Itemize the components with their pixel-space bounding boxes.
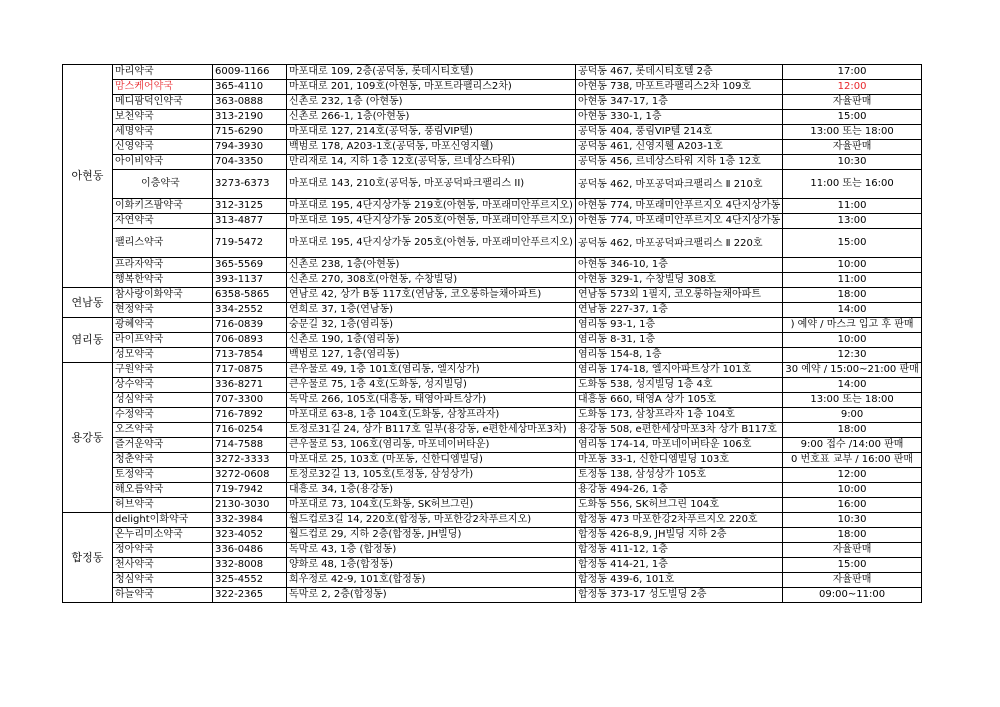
phone-cell: 717-0875: [213, 363, 287, 378]
sale-time-cell: 17:00: [783, 65, 921, 80]
road-address-cell: 마포대로 201, 109호(아현동, 마포트라팰리스2차): [287, 80, 576, 95]
phone-cell: 6009-1166: [213, 65, 287, 80]
phone-cell: 716-0254: [213, 423, 287, 438]
table-row: [63, 258, 922, 273]
lot-address-cell: 염리동 174-18, 엘지아파트상가 101호: [575, 363, 782, 378]
table-row: [63, 498, 922, 513]
table-row: [63, 170, 922, 199]
sale-time-cell: 10:30: [783, 513, 921, 528]
phone-cell: 363-0888: [213, 95, 287, 110]
sale-time-cell: 10:00: [783, 333, 921, 348]
phone-cell: 713-7854: [213, 348, 287, 363]
lot-address-cell: 공덕동 462, 마포공덕파크팰리스 Ⅱ 220호: [575, 229, 782, 258]
table-row: [63, 558, 922, 573]
lot-address-cell: 도화동 538, 성지빌딩 1층 4호: [575, 378, 782, 393]
phone-cell: 365-4110: [213, 80, 287, 95]
dong-cell: 연남동: [63, 288, 113, 318]
table-row: [63, 65, 922, 80]
lot-address-cell: 염리동 8-31, 1층: [575, 333, 782, 348]
table-row: [63, 95, 922, 110]
phone-cell: 313-2190: [213, 110, 287, 125]
lot-address-cell: 대흥동 660, 태영A 상가 105호: [575, 393, 782, 408]
table-row: [63, 333, 922, 348]
pharmacy-name-cell: 즐거운약국: [113, 438, 213, 453]
lot-address-cell: 공덕동 462, 마포공덕파크팰리스 Ⅱ 210호: [575, 170, 782, 199]
road-address-cell: 마포대로 25, 103호 (마포동, 신한디엠빌딩): [287, 453, 576, 468]
table-row: [63, 273, 922, 288]
road-address-cell: 큰우물로 49, 1층 101호(염리동, 엘지상가): [287, 363, 576, 378]
road-address-cell: 마포대로 195, 4단지상가동 205호(아현동, 마포래미안푸르지오): [287, 214, 576, 229]
lot-address-cell: 합정동 473 마포한강2차푸르지오 220호: [575, 513, 782, 528]
phone-cell: 2130-3030: [213, 498, 287, 513]
phone-cell: 715-6290: [213, 125, 287, 140]
road-address-cell: 마포대로 73, 104호(도화동, SK허브그린): [287, 498, 576, 513]
phone-cell: 719-5472: [213, 229, 287, 258]
lot-address-cell: 도화동 556, SK허브그린 104호: [575, 498, 782, 513]
pharmacy-name-cell: 천사약국: [113, 558, 213, 573]
phone-cell: 719-7942: [213, 483, 287, 498]
road-address-cell: 신촌로 190, 1층(염리동): [287, 333, 576, 348]
phone-cell: 312-3125: [213, 199, 287, 214]
lot-address-cell: 합정동 426-8,9, JH빌딩 지하 2층: [575, 528, 782, 543]
pharmacy-name-cell: 라이프약국: [113, 333, 213, 348]
phone-cell: 3272-0608: [213, 468, 287, 483]
phone-cell: 313-4877: [213, 214, 287, 229]
pharmacy-name-cell: 보천약국: [113, 110, 213, 125]
pharmacy-name-cell: 참사랑이화약국: [113, 288, 213, 303]
lot-address-cell: 합정동 411-12, 1층: [575, 543, 782, 558]
pharmacy-name-cell: 하늘약국: [113, 588, 213, 603]
table-row: [63, 573, 922, 588]
dong-cell: 아현동: [63, 65, 113, 288]
sale-time-cell: 10:30: [783, 155, 921, 170]
pharmacy-name-cell: 메디팜덕인약국: [113, 95, 213, 110]
phone-cell: 716-0839: [213, 318, 287, 333]
sale-time-cell: 16:00: [783, 498, 921, 513]
dong-cell: 합정동: [63, 513, 113, 603]
sale-time-cell: 14:00: [783, 303, 921, 318]
lot-address-cell: 아현동 330-1, 1층: [575, 110, 782, 125]
sale-time-cell: ) 예약 / 마스크 입고 후 판매: [783, 318, 921, 333]
sale-time-cell: 13:00 또는 18:00: [783, 125, 921, 140]
lot-address-cell: 도화동 173, 삼창프라자 1층 104호: [575, 408, 782, 423]
pharmacy-name-cell: 청심약국: [113, 573, 213, 588]
road-address-cell: 마포대로 143, 210호(공덕동, 마포공덕파크팰리스 II): [287, 170, 576, 199]
road-address-cell: 신촌로 232, 1층 (아현동): [287, 95, 576, 110]
lot-address-cell: 공덕동 467, 롯데시티호텔 2층: [575, 65, 782, 80]
phone-cell: 3273-6373: [213, 170, 287, 199]
phone-cell: 322-2365: [213, 588, 287, 603]
pharmacy-name-cell: 구원약국: [113, 363, 213, 378]
pharmacy-name-cell: 수정약국: [113, 408, 213, 423]
table-row: [63, 229, 922, 258]
table-row: [63, 318, 922, 333]
pharmacy-name-cell: 광혜약국: [113, 318, 213, 333]
road-address-cell: 희우정로 42-9, 101호(합정동): [287, 573, 576, 588]
road-address-cell: 마포대로 195, 4단지상가동 205호(아현동, 마포래미안푸르지오): [287, 229, 576, 258]
sale-time-cell: 10:00: [783, 258, 921, 273]
road-address-cell: 신촌로 238, 1층(아현동): [287, 258, 576, 273]
lot-address-cell: 연남동 573외 1필지, 코오롱하늘채아파트: [575, 288, 782, 303]
road-address-cell: 마포대로 109, 2층(공덕동, 롯데시티호텔): [287, 65, 576, 80]
lot-address-cell: 염리동 154-8, 1층: [575, 348, 782, 363]
table-row: [63, 423, 922, 438]
pharmacy-table-body: [63, 65, 922, 603]
table-row: [63, 513, 922, 528]
pharmacy-name-cell: 해오름약국: [113, 483, 213, 498]
road-address-cell: 신촌로 270, 308호(아현동, 수창빌딩): [287, 273, 576, 288]
table-row: [63, 438, 922, 453]
phone-cell: 365-5569: [213, 258, 287, 273]
pharmacy-name-cell: 오즈약국: [113, 423, 213, 438]
phone-cell: 716-7892: [213, 408, 287, 423]
lot-address-cell: 합정동 439-6, 101호: [575, 573, 782, 588]
lot-address-cell: 아현동 347-17, 1층: [575, 95, 782, 110]
pharmacy-name-cell: 현정약국: [113, 303, 213, 318]
road-address-cell: 큰우물로 75, 1층 4호(도화동, 성지빌딩): [287, 378, 576, 393]
sale-time-cell: 12:00: [783, 80, 921, 95]
table-row: [63, 140, 922, 155]
sale-time-cell: 자율판매: [783, 95, 921, 110]
lot-address-cell: 아현동 774, 마포래미안푸르지오 4단지상가동: [575, 214, 782, 229]
lot-address-cell: 공덕동 456, 르네상스타워 지하 1층 12호: [575, 155, 782, 170]
phone-cell: 794-3930: [213, 140, 287, 155]
table-row: [63, 199, 922, 214]
lot-address-cell: 아현동 774, 마포래미안푸르지오 4단지상가동: [575, 199, 782, 214]
road-address-cell: 큰우물로 53, 106호(염리동, 마포네이버타운): [287, 438, 576, 453]
lot-address-cell: 마포동 33-1, 신한디엠빌딩 103호: [575, 453, 782, 468]
sale-time-cell: 13:00: [783, 214, 921, 229]
phone-cell: 704-3350: [213, 155, 287, 170]
table-row: [63, 80, 922, 95]
dong-cell: 용강동: [63, 363, 113, 513]
sale-time-cell: 11:00 또는 16:00: [783, 170, 921, 199]
lot-address-cell: 합정동 414-21, 1층: [575, 558, 782, 573]
sale-time-cell: 18:00: [783, 423, 921, 438]
phone-cell: 714-7588: [213, 438, 287, 453]
road-address-cell: 월드컵로3길 14, 220호(합정동, 마포한강2차푸르지오): [287, 513, 576, 528]
lot-address-cell: 토정동 138, 삼성상가 105호: [575, 468, 782, 483]
road-address-cell: 백범로 178, A203-1호(공덕동, 마포신영지웰): [287, 140, 576, 155]
pharmacy-name-cell: 정아약국: [113, 543, 213, 558]
sale-time-cell: 18:00: [783, 288, 921, 303]
sale-time-cell: 11:00: [783, 199, 921, 214]
road-address-cell: 마포대로 127, 214호(공덕동, 풍림VIP텔): [287, 125, 576, 140]
phone-cell: 706-0893: [213, 333, 287, 348]
phone-cell: 336-0486: [213, 543, 287, 558]
road-address-cell: 만리재로 14, 지하 1층 12호(공덕동, 르네상스타워): [287, 155, 576, 170]
sale-time-cell: 9:00: [783, 408, 921, 423]
table-row: [63, 155, 922, 170]
road-address-cell: 숭문길 32, 1층(염리동): [287, 318, 576, 333]
pharmacy-name-cell: 맘스케어약국: [113, 80, 213, 95]
road-address-cell: 독막로 43, 1층 (합정동): [287, 543, 576, 558]
table-row: [63, 348, 922, 363]
phone-cell: 6358-5865: [213, 288, 287, 303]
table-row: [63, 125, 922, 140]
table-row: [63, 303, 922, 318]
table-row: [63, 363, 922, 378]
table-row: [63, 543, 922, 558]
sale-time-cell: 자율판매: [783, 573, 921, 588]
table-row: [63, 214, 922, 229]
lot-address-cell: 합정동 373-17 성도빌딩 2층: [575, 588, 782, 603]
pharmacy-name-cell: 자연약국: [113, 214, 213, 229]
lot-address-cell: 염리동 93-1, 1층: [575, 318, 782, 333]
table-row: [63, 468, 922, 483]
table-row: [63, 288, 922, 303]
pharmacy-name-cell: 팰리스약국: [113, 229, 213, 258]
lot-address-cell: 염리동 174-14, 마포네이버타운 106호: [575, 438, 782, 453]
phone-cell: 332-3984: [213, 513, 287, 528]
sale-time-cell: 30 예약 / 15:00~21:00 판매: [783, 363, 921, 378]
lot-address-cell: 연남동 227-37, 1층: [575, 303, 782, 318]
table-row: [63, 483, 922, 498]
table-row: [63, 393, 922, 408]
phone-cell: 323-4052: [213, 528, 287, 543]
pharmacy-name-cell: 행복한약국: [113, 273, 213, 288]
pharmacy-name-cell: 프라자약국: [113, 258, 213, 273]
sale-time-cell: 15:00: [783, 558, 921, 573]
phone-cell: 393-1137: [213, 273, 287, 288]
sale-time-cell: 14:00: [783, 378, 921, 393]
road-address-cell: 토정로32길 13, 105호(토정동, 삼성상가): [287, 468, 576, 483]
sale-time-cell: 18:00: [783, 528, 921, 543]
table-row: [63, 528, 922, 543]
phone-cell: 3272-3333: [213, 453, 287, 468]
road-address-cell: 독막로 266, 105호(대흥동, 태영아파트상가): [287, 393, 576, 408]
sale-time-cell: 0 번호표 교부 / 16:00 판매: [783, 453, 921, 468]
road-address-cell: 마포대로 63-8, 1층 104호(도화동, 삼창프라자): [287, 408, 576, 423]
road-address-cell: 신촌로 266-1, 1층(아현동): [287, 110, 576, 125]
sale-time-cell: 12:00: [783, 468, 921, 483]
pharmacy-table: [62, 64, 922, 603]
pharmacy-name-cell: 청춘약국: [113, 453, 213, 468]
pharmacy-name-cell: 온누리미소약국: [113, 528, 213, 543]
table-row: [63, 408, 922, 423]
lot-address-cell: 아현동 329-1, 수창빌딩 308호: [575, 273, 782, 288]
road-address-cell: 연희로 37, 1층(연남동): [287, 303, 576, 318]
phone-cell: 332-8008: [213, 558, 287, 573]
sale-time-cell: 15:00: [783, 229, 921, 258]
lot-address-cell: 아현동 738, 마포트라팰리스2차 109호: [575, 80, 782, 95]
sale-time-cell: 11:00: [783, 273, 921, 288]
road-address-cell: 대흥로 34, 1층(용강동): [287, 483, 576, 498]
pharmacy-name-cell: 토정약국: [113, 468, 213, 483]
lot-address-cell: 용강동 508, e편한세상마포3차 상가 B117호: [575, 423, 782, 438]
pharmacy-name-cell: 허브약국: [113, 498, 213, 513]
table-row: [63, 110, 922, 125]
road-address-cell: 백범로 127, 1층(염리동): [287, 348, 576, 363]
sale-time-cell: 9:00 접수 /14:00 판매: [783, 438, 921, 453]
road-address-cell: 토정로31길 24, 상가 B117호 일부(용강동, e편한세상마포3차): [287, 423, 576, 438]
pharmacy-name-cell: 이층약국: [113, 170, 213, 199]
pharmacy-name-cell: 상수약국: [113, 378, 213, 393]
phone-cell: 336-8271: [213, 378, 287, 393]
lot-address-cell: 공덕동 461, 신영지웰 A203-1호: [575, 140, 782, 155]
sale-time-cell: 15:00: [783, 110, 921, 125]
road-address-cell: 양화로 48, 1층(합정동): [287, 558, 576, 573]
road-address-cell: 마포대로 195, 4단지상가동 219호(아현동, 마포래미안푸르지오): [287, 199, 576, 214]
lot-address-cell: 아현동 346-10, 1층: [575, 258, 782, 273]
sale-time-cell: 자율판매: [783, 543, 921, 558]
sale-time-cell: 12:30: [783, 348, 921, 363]
lot-address-cell: 용강동 494-26, 1층: [575, 483, 782, 498]
sale-time-cell: 10:00: [783, 483, 921, 498]
table-row: [63, 588, 922, 603]
pharmacy-name-cell: delight이화약국: [113, 513, 213, 528]
sale-time-cell: 자율판매: [783, 140, 921, 155]
sale-time-cell: 09:00~11:00: [783, 588, 921, 603]
road-address-cell: 연남로 42, 상가 B동 117호(연남동, 코오롱하늘채아파트): [287, 288, 576, 303]
pharmacy-name-cell: 세명약국: [113, 125, 213, 140]
pharmacy-name-cell: 아이비약국: [113, 155, 213, 170]
phone-cell: 325-4552: [213, 573, 287, 588]
pharmacy-name-cell: 성심약국: [113, 393, 213, 408]
table-row: [63, 378, 922, 393]
dong-cell: 염리동: [63, 318, 113, 363]
table-row: [63, 453, 922, 468]
pharmacy-name-cell: 성모약국: [113, 348, 213, 363]
pharmacy-name-cell: 이화키즈팜약국: [113, 199, 213, 214]
pharmacy-name-cell: 마리약국: [113, 65, 213, 80]
lot-address-cell: 공덕동 404, 풍림VIP텔 214호: [575, 125, 782, 140]
sale-time-cell: 13:00 또는 18:00: [783, 393, 921, 408]
road-address-cell: 월드컵로 29, 지하 2층(합정동, JH빌딩): [287, 528, 576, 543]
phone-cell: 707-3300: [213, 393, 287, 408]
phone-cell: 334-2552: [213, 303, 287, 318]
pharmacy-name-cell: 신영약국: [113, 140, 213, 155]
road-address-cell: 독막로 2, 2층(합정동): [287, 588, 576, 603]
